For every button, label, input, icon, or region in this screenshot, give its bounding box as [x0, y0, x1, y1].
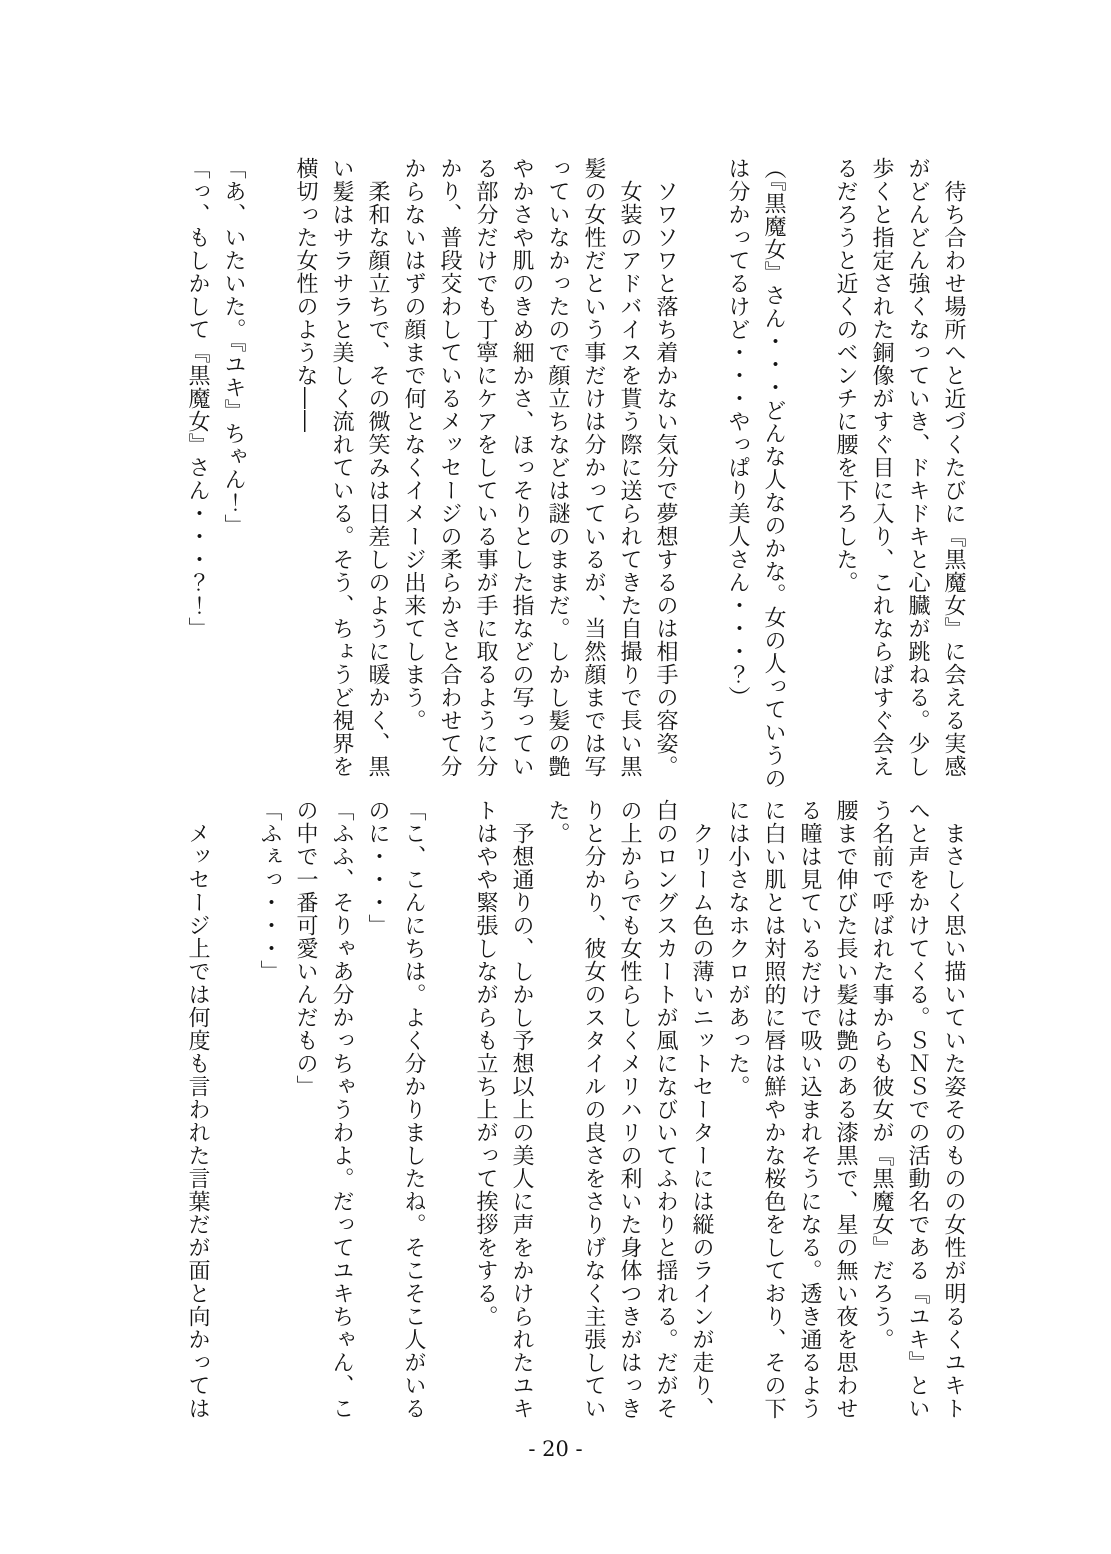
text-line: へと声をかけてくる。ＳＮＳでの活動名である『ユキ』とい [905, 799, 930, 1420]
text-line: りと分かり、彼女のスタイルの良さをさりげなく主張してい [581, 799, 606, 1420]
text-line: ソワソワと落ち着かない気分で夢想するのは相手の容姿。 [653, 157, 678, 778]
text-line: のに・・・」 [365, 799, 390, 937]
text-line: 横切った女性のような―― [293, 157, 318, 433]
paragraph-gap [683, 157, 719, 790]
text-line: 予想通りの、しかし予想以上の美人に声をかけられたユキ [509, 799, 534, 1420]
text-line: 「ふぇっ・・・」 [257, 799, 282, 983]
text-line: っていなかったので顔立ちなどは謎のままだ。しかし髪の艶 [545, 157, 570, 778]
text-line: の上からでも女性らしくメリハリの利いた身体つきがはっき [617, 799, 642, 1420]
paragraph-gap [431, 799, 467, 1420]
text-line: る部分だけでも丁寧にケアをしている事が手に取るように分 [473, 157, 498, 778]
text-line: た。 [545, 799, 570, 845]
text-line: メッセージ上では何度も言われた言葉だが面と向かっては [185, 799, 210, 1420]
text-line: 待ち合わせ場所へと近づくたびに『黒魔女』に会える実感 [941, 157, 966, 778]
paragraph-gap [215, 799, 251, 1420]
text-line: 「っ、もしかして『黒魔女』さん・・・？！」 [185, 157, 210, 640]
text-line: からないはずの顔まで何となくイメージ出来てしまう。 [401, 157, 426, 732]
text-line: 髪の女性だという事だけは分かっているが、当然顔までは写 [581, 157, 606, 778]
page-number: - 20 - [528, 1437, 583, 1461]
text-line: がどんどん強くなっていき、ドキドキと心臓が跳ねる。少し [905, 157, 930, 778]
text-line: の中で一番可愛いんだもの」 [293, 799, 318, 1098]
paragraph-gap [251, 157, 287, 790]
text-line: は分かってるけど・・・やっぱり美人さん・・・？） [725, 157, 750, 709]
text-block-top [179, 157, 971, 790]
text-line: かり、普段交わしているメッセージの柔らかさと合わせて分 [437, 157, 462, 778]
text-line: う名前で呼ばれた事からも彼女が『黒魔女』だろう。 [869, 799, 894, 1351]
text-line: やかさや肌のきめ細かさ、ほっそりとした指などの写ってい [509, 157, 534, 778]
text-line: に白い肌とは対照的に唇は鮮やかな桜色をしており、その下 [761, 799, 786, 1420]
text-block-bottom [179, 799, 971, 1420]
text-line: る瞳は見ているだけで吸い込まれそうになる。透き通るよう [797, 799, 822, 1420]
text-line: まさしく思い描いていた姿そのものの女性が明るくユキト [941, 799, 966, 1420]
text-line: るだろうと近くのベンチに腰を下ろした。 [833, 157, 858, 594]
text-line: 「あ、いたいた。『ユキ』ちゃん！」 [221, 157, 246, 537]
text-line: 「こ、こんにちは。よく分かりましたね。そこそこ人がいる [401, 799, 426, 1420]
text-line: 柔和な顔立ちで、その微笑みは日差しのように暖かく、黒 [365, 157, 390, 778]
text-line: 女装のアドバイスを貰う際に送られてきた自撮りで長い黒 [617, 157, 642, 778]
text-line: 「ふふ、そりゃあ分かっちゃうわよ。だってユキちゃん、こ [329, 799, 354, 1420]
text-line: クリーム色の薄いニットセーターには縦のラインが走り、 [689, 799, 714, 1420]
text-line: い髪はサラサラと美しく流れている。そう、ちょうど視界を [329, 157, 354, 778]
text-line: 歩くと指定された銅像がすぐ目に入り、これならばすぐ会え [869, 157, 894, 778]
text-line: 腰まで伸びた長い髪は艶のある漆黒で、星の無い夜を思わせ [833, 799, 858, 1420]
text-line: （『黒魔女』さん・・・どんな人なのかな。女の人っていうの [761, 157, 786, 790]
text-line: には小さなホクロがあった。 [725, 799, 750, 1098]
text-line: 白のロングスカートが風になびいてふわりと揺れる。だがそ [653, 799, 678, 1420]
paragraph-gap [791, 157, 827, 790]
text-line: トはやや緊張しながらも立ち上がって挨拶をする。 [473, 799, 498, 1328]
